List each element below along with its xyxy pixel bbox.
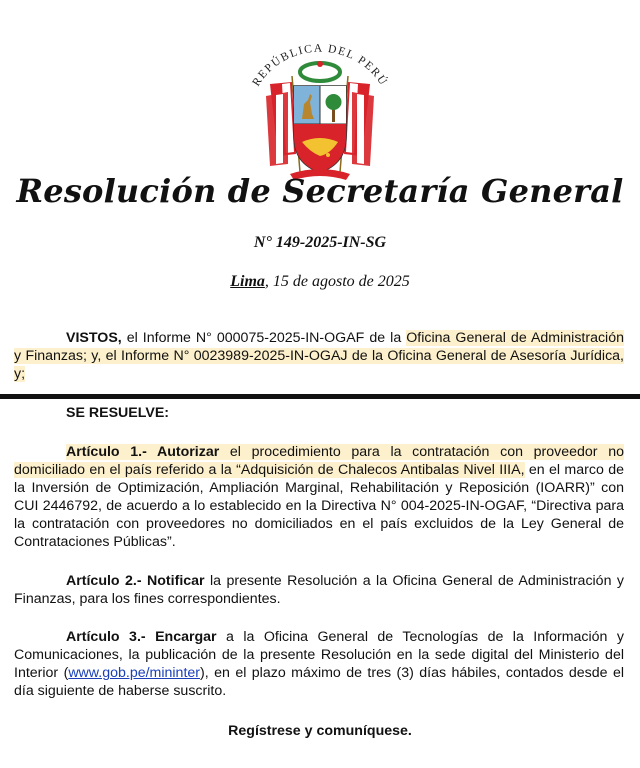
date-city: Lima	[230, 273, 265, 290]
coat-of-arms-emblem	[230, 24, 410, 184]
place-date	[0, 273, 640, 291]
section-divider	[0, 394, 640, 399]
article-1-paragraph	[14, 443, 624, 551]
date-text: , 15 de agosto de 2025	[264, 273, 410, 290]
article-3-text-b: ), en el plazo máximo de tres (3) días hábiles, contados desde el día siguiente de haberse suscrito.	[14, 665, 624, 699]
article-2-text: la presente Resolución a la Oficina General de Administración y Finanzas, para los fines correspondientes.	[14, 573, 624, 607]
article-1-highlighted-text: el procedimiento para la contratación con proveedor no domiciliado en el país referido a la “Adquisición de Chalecos Antibalas Nivel IIIA,	[14, 444, 624, 478]
article-3-label: Artículo 3.- Encargar	[66, 629, 217, 645]
article-3-text-a: a la Oficina General de Tecnologías de la Información y Comunicaciones, la publicación de la presente Resolución en la sede digital del Ministerio del Interior (	[14, 629, 624, 681]
document-title: Resolución de Secretaría General	[16, 172, 624, 210]
vistos-text: el Informe N° 000075-2025-IN-OGAF de la	[121, 330, 407, 346]
vistos-label: VISTOS,	[66, 330, 122, 346]
article-3-paragraph	[14, 628, 624, 700]
resolution-number: N° 149-2025-IN-SG	[253, 234, 387, 251]
vistos-paragraph	[14, 329, 624, 383]
closing-line: Regístrese y comuníquese.	[228, 723, 412, 739]
vistos-highlighted-text: Oficina General de Administración y Finanzas; y, el Informe N° 0023989-2025-IN-OGAJ de la Oficina General de Asesoría Jurídica, y;	[14, 330, 624, 382]
mininter-link[interactable]: www.gob.pe/mininter	[68, 665, 201, 681]
article-1-text: en el marco de la Inversión de Optimización, Ampliación Marginal, Rehabilitación y Reposición (IOARR)” con CUI 2446792, de acuerdo a lo establecido en la Directiva N° 004-2025-IN-OGAF, “Directiva para la contratación con proveedores no domiciliados en el país excluidos de la Ley General de Contrataciones Públicas”.	[14, 462, 624, 550]
article-2-paragraph	[14, 572, 624, 608]
resolve-heading: SE RESUELVE:	[66, 405, 170, 421]
article-1-label: Artículo 1.- Autorizar	[66, 444, 220, 460]
emblem-arc-text: REPÚBLICA DEL PERÚ	[250, 42, 390, 89]
article-2-label: Artículo 2.- Notificar	[66, 573, 205, 589]
